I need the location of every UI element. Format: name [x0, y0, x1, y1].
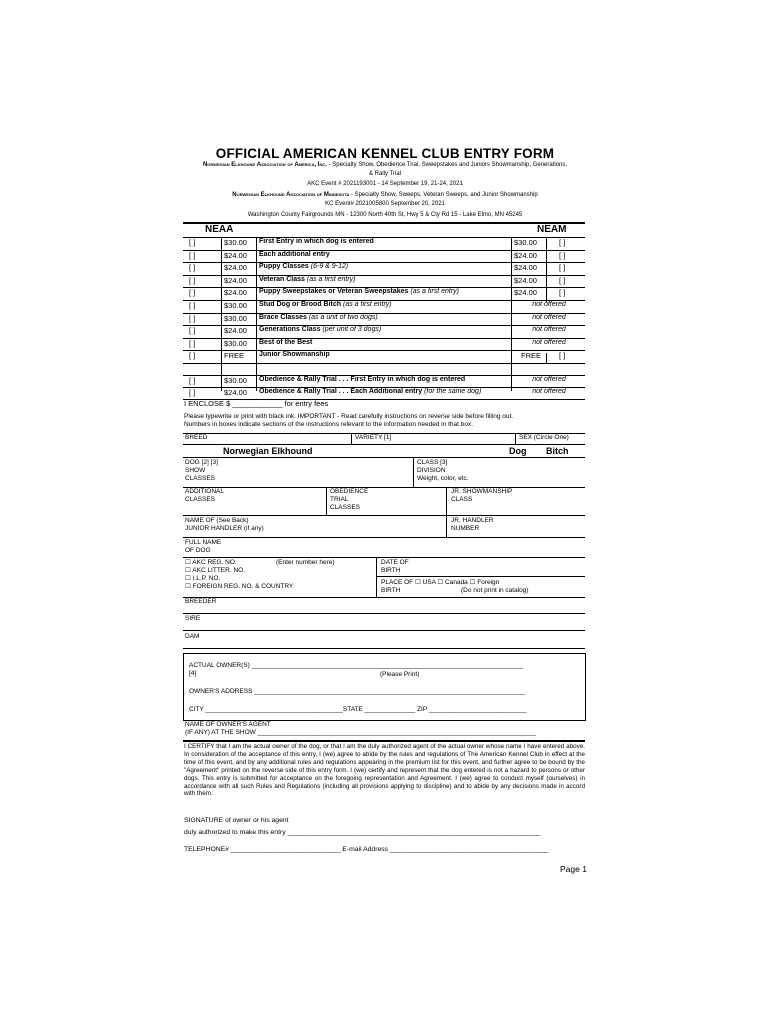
- telephone-email-field[interactable]: TELEPHONE# _____________________________ E-mail Address __________________________________________: [184, 846, 549, 853]
- agent-line-2: (IF ANY) AT THE SHOW _____________________________________________________________________________: [185, 729, 536, 736]
- entry-class-name: Veteran Class: [259, 276, 305, 283]
- club-name-neam: Norwegian Elkhound Association of Minnesota: [232, 192, 350, 198]
- neam-not-offered: not offered: [532, 376, 566, 383]
- pob-line-2: BIRTH: [381, 587, 401, 594]
- jrh-line-2: NUMBER: [451, 525, 480, 532]
- entry-class-name: Best of the Best: [259, 339, 313, 346]
- neam-checkbox[interactable]: [ ]: [559, 351, 566, 360]
- dog-show-line-1: DOG [2] [3]: [185, 459, 218, 466]
- entry-class-description: [259, 314, 378, 321]
- dob-line-1: DATE OF: [381, 559, 409, 566]
- neam-fee: FREE: [521, 351, 542, 360]
- please-print-hint: (Please Print): [380, 671, 420, 678]
- neaa-checkbox[interactable]: [ ]: [189, 251, 196, 260]
- neaa-checkbox[interactable]: [ ]: [189, 314, 196, 323]
- dam-label: DAM: [185, 633, 200, 640]
- entry-class-description: [259, 263, 348, 270]
- neaa-fee: $30.00: [224, 339, 247, 348]
- club-name-neaa: Norwegian Elkhound Association of America, Inc.: [202, 162, 327, 168]
- breed-label: BREED: [185, 434, 208, 441]
- signature-label: SIGNATURE of owner or his agent: [184, 817, 289, 824]
- sire-label: SIRE: [185, 615, 201, 622]
- reg-line-1: ☐ AKC REG. NO.: [185, 559, 237, 566]
- class-line-1: CLASS [3]: [417, 459, 448, 466]
- neam-fee: $24.00: [514, 251, 537, 260]
- entry-class-name: Stud Dog or Brood Bitch: [259, 301, 342, 308]
- pob-hint: (Do not print in catalog): [461, 587, 529, 594]
- certification-text: I CERTIFY that I am the actual owner of the dog, or that I am the duly authorized agent of the actual owner whose name I have entered above. In consideration of the acceptance of this entry, I (we) agree to abide by the rules and regulations of The American Kennel Club in effect at the time of this event, and by any additional rules and regulations appearing in the premium list for this event, and further agree to be bound by the "Agreement" printed on the reverse side of this entry form. I (we) certify and represent that the dog entered is not a hazard to persons or other dogs. This entry is submitted for acceptance on the foregoing representation and Agreement. I (we) agree to conduct myself (ourselves) in accordance with all such Rules and Regulations (including all provisions applying to discipline) and to abide by any decisions made in accord with them.: [184, 743, 585, 798]
- reg-line-4: ☐ FOREIGN REG. NO. & COUNTRY: [185, 583, 294, 590]
- venue-line: Washington County Fairgrounds MN - 12300 North 40th St, Hwy 5 & Cty Rd 15 - Lake Elmo, MN 45245: [247, 212, 523, 218]
- full-name-label: [185, 539, 221, 555]
- club-line-1: [0, 161, 770, 169]
- breed-value[interactable]: Norwegian Elkhound: [223, 446, 313, 456]
- full-line-1: FULL NAME: [185, 539, 222, 546]
- owner-address-field[interactable]: OWNER'S ADDRESS ___________________________________________________________________________: [189, 688, 526, 695]
- instruction-1: Please typewrite or print with black ink. IMPORTANT - Read carefully instructions on reverse side before filling out.: [184, 413, 514, 420]
- jr-handler-number-label: [451, 517, 494, 533]
- neam-fee: $24.00: [514, 263, 537, 272]
- entry-class-note: (per unit of 3 dogs): [322, 326, 382, 333]
- class-division-label: [417, 459, 469, 483]
- club-events-neam: - Specialty Show, Sweeps, Veteran Sweeps, and Junior Showmanship: [349, 192, 538, 198]
- class-line-3: Weight, color, etc.: [417, 475, 469, 482]
- neam-not-offered: not offered: [532, 301, 566, 308]
- neam-not-offered: not offered: [532, 339, 566, 346]
- jr-showmanship-label: [451, 488, 512, 504]
- neam-fee: $24.00: [514, 276, 537, 285]
- obed-line-2: TRIAL: [330, 496, 349, 503]
- neam-checkbox[interactable]: [ ]: [559, 238, 566, 247]
- akc-event-neaa: AKC Event # 2021193001 - 14 September 19, 21-24, 2021: [307, 181, 463, 187]
- neaa-fee: $24.00: [224, 388, 247, 397]
- neaa-fee: $24.00: [224, 288, 247, 297]
- neaa-fee: FREE: [224, 351, 245, 360]
- neaa-header: NEAA: [205, 224, 234, 235]
- entry-class-note: (as a first entry): [343, 301, 392, 308]
- neaa-checkbox[interactable]: [ ]: [189, 339, 196, 348]
- neaa-fee: $24.00: [224, 276, 247, 285]
- entry-class-description: [259, 376, 465, 383]
- entry-class-description: [259, 326, 381, 333]
- neam-header: NEAM: [537, 224, 567, 235]
- reg-hint: (Enter number here): [276, 559, 335, 566]
- date-of-birth-label: [381, 559, 409, 575]
- name-line-1: NAME OF (See Back): [185, 517, 249, 524]
- entry-class-name: Each additional entry: [259, 251, 330, 258]
- entry-class-name: Puppy Classes: [259, 263, 309, 270]
- entry-class-name: First Entry in which dog is entered: [259, 238, 374, 245]
- actual-owner-field[interactable]: ACTUAL OWNER(S) ___________________________________________________________________________: [189, 662, 523, 669]
- page-number: Page 1: [560, 864, 587, 874]
- neam-not-offered: not offered: [532, 388, 566, 395]
- entry-class-note: (as a first entry): [306, 276, 356, 283]
- neam-checkbox[interactable]: [ ]: [559, 263, 566, 272]
- owner-agent-field[interactable]: [185, 721, 536, 737]
- pob-line-1: PLACE OF ☐ USA ☐ Canada ☐ Foreign: [381, 579, 500, 586]
- dog-show-line-3: CLASSES: [185, 475, 215, 482]
- neaa-fee: $30.00: [224, 376, 247, 385]
- neam-checkbox[interactable]: [ ]: [559, 288, 566, 297]
- full-line-2: OF DOG: [185, 547, 211, 554]
- obedience-label: [330, 488, 368, 512]
- entry-class-name: Obedience & Rally Trial . . . Each Additional entry: [259, 388, 423, 395]
- club-events-neaa: - Specialty Show, Obedience Trial, Sweepstakes and Juniors Showmanship, Generations,: [326, 162, 568, 168]
- add-line-2: CLASSES: [185, 496, 215, 503]
- reg-line-3: ☐ I.L.P. NO.: [185, 575, 221, 582]
- obed-line-1: OBEDIENCE: [330, 488, 369, 495]
- reg-line-2: ☐ AKC LITTER. NO.: [185, 567, 246, 574]
- instruction-2: Numbers in boxes indicate sections of the instructions relevant to the information needed in that box.: [184, 421, 474, 428]
- class-line-2: DIVISION: [417, 467, 446, 474]
- additional-classes-label: [185, 488, 224, 504]
- entry-class-note: (as a unit of two dogs): [308, 314, 378, 321]
- neaa-fee: $30.00: [224, 238, 247, 247]
- club-line-2: & Rally Trial: [368, 171, 401, 177]
- sex-dog[interactable]: Dog: [509, 446, 527, 456]
- city-state-zip-field[interactable]: CITY ______________________________________STATE ______________ ZIP ___________________________: [189, 706, 527, 713]
- agent-line-1: NAME OF OWNER'S AGENT: [185, 721, 271, 728]
- breeder-label: BREEDER: [185, 598, 217, 605]
- variety-label: VARIETY [1]: [355, 434, 392, 441]
- entry-class-name: Generations Class: [259, 326, 321, 333]
- neam-not-offered: not offered: [532, 314, 566, 321]
- neam-not-offered: not offered: [532, 326, 566, 333]
- sex-label: SEX (Circle One): [519, 434, 569, 441]
- entry-class-note: (for the same dog): [424, 388, 482, 395]
- neaa-fee: $30.00: [224, 314, 247, 323]
- obed-line-3: CLASSES: [330, 504, 360, 511]
- neaa-checkbox[interactable]: [ ]: [189, 263, 196, 272]
- neaa-checkbox[interactable]: [ ]: [189, 288, 196, 297]
- entry-class-description: [259, 301, 392, 308]
- neaa-checkbox[interactable]: [ ]: [189, 276, 196, 285]
- dog-show-label: [185, 459, 218, 483]
- dog-show-line-2: SHOW: [185, 467, 206, 474]
- neam-fee: $30.00: [514, 238, 537, 247]
- add-line-1: ADDITIONAL: [185, 488, 225, 495]
- entry-class-name: Junior Showmanship: [259, 351, 330, 358]
- owner-section-number: [4]: [189, 670, 197, 677]
- entry-class-description: [259, 288, 459, 295]
- name-line-2: JUNIOR HANDLER (if any): [185, 525, 264, 532]
- neaa-checkbox[interactable]: [ ]: [189, 238, 196, 247]
- neaa-checkbox[interactable]: [ ]: [189, 388, 196, 397]
- entry-class-note: (6-9 & 9-12): [310, 263, 349, 270]
- akc-event-neam: KC Event# 2021005800 September 20, 2021: [325, 201, 445, 207]
- jrh-line-1: JR. HANDLER: [451, 517, 494, 524]
- neaa-fee: $24.00: [224, 326, 247, 335]
- neaa-fee: $24.00: [224, 263, 247, 272]
- club-line-4: [0, 191, 770, 199]
- signature-field[interactable]: duly authorized to make this entry ___________________________________________________________________: [184, 829, 541, 836]
- junior-handler-name-label: [185, 517, 264, 533]
- entry-class-description: [259, 276, 356, 283]
- jr-line-1: JR. SHOWMANSHIP: [451, 488, 513, 495]
- entry-class-name: Obedience & Rally Trial . . . First Entry in which dog is entered: [259, 376, 466, 383]
- neaa-checkbox[interactable]: [ ]: [189, 301, 196, 310]
- entry-class-description: [259, 351, 330, 358]
- sex-bitch[interactable]: Bitch: [546, 446, 569, 456]
- entry-class-description: [259, 251, 330, 258]
- form-title: OFFICIAL AMERICAN KENNEL CLUB ENTRY FORM: [215, 146, 555, 161]
- entry-class-note: (as a first entry): [410, 288, 459, 295]
- neam-checkbox[interactable]: [ ]: [559, 276, 566, 285]
- enclose-fees[interactable]: I ENCLOSE $ ____________ for entry fees: [184, 399, 329, 408]
- entry-class-description: [259, 339, 312, 346]
- dob-line-2: BIRTH: [381, 567, 401, 574]
- entry-class-description: [259, 388, 481, 395]
- neam-checkbox[interactable]: [ ]: [559, 251, 566, 260]
- jr-line-2: CLASS: [451, 496, 473, 503]
- neaa-checkbox[interactable]: [ ]: [189, 351, 196, 360]
- entry-class-name: Puppy Sweepstakes or Veteran Sweepstakes: [259, 288, 409, 295]
- entry-class-description: [259, 238, 374, 245]
- neaa-checkbox[interactable]: [ ]: [189, 376, 196, 385]
- neam-fee: $24.00: [514, 288, 537, 297]
- neaa-fee: $24.00: [224, 251, 247, 260]
- neaa-checkbox[interactable]: [ ]: [189, 326, 196, 335]
- neaa-fee: $30.00: [224, 301, 247, 310]
- entry-class-name: Brace Classes: [259, 314, 307, 321]
